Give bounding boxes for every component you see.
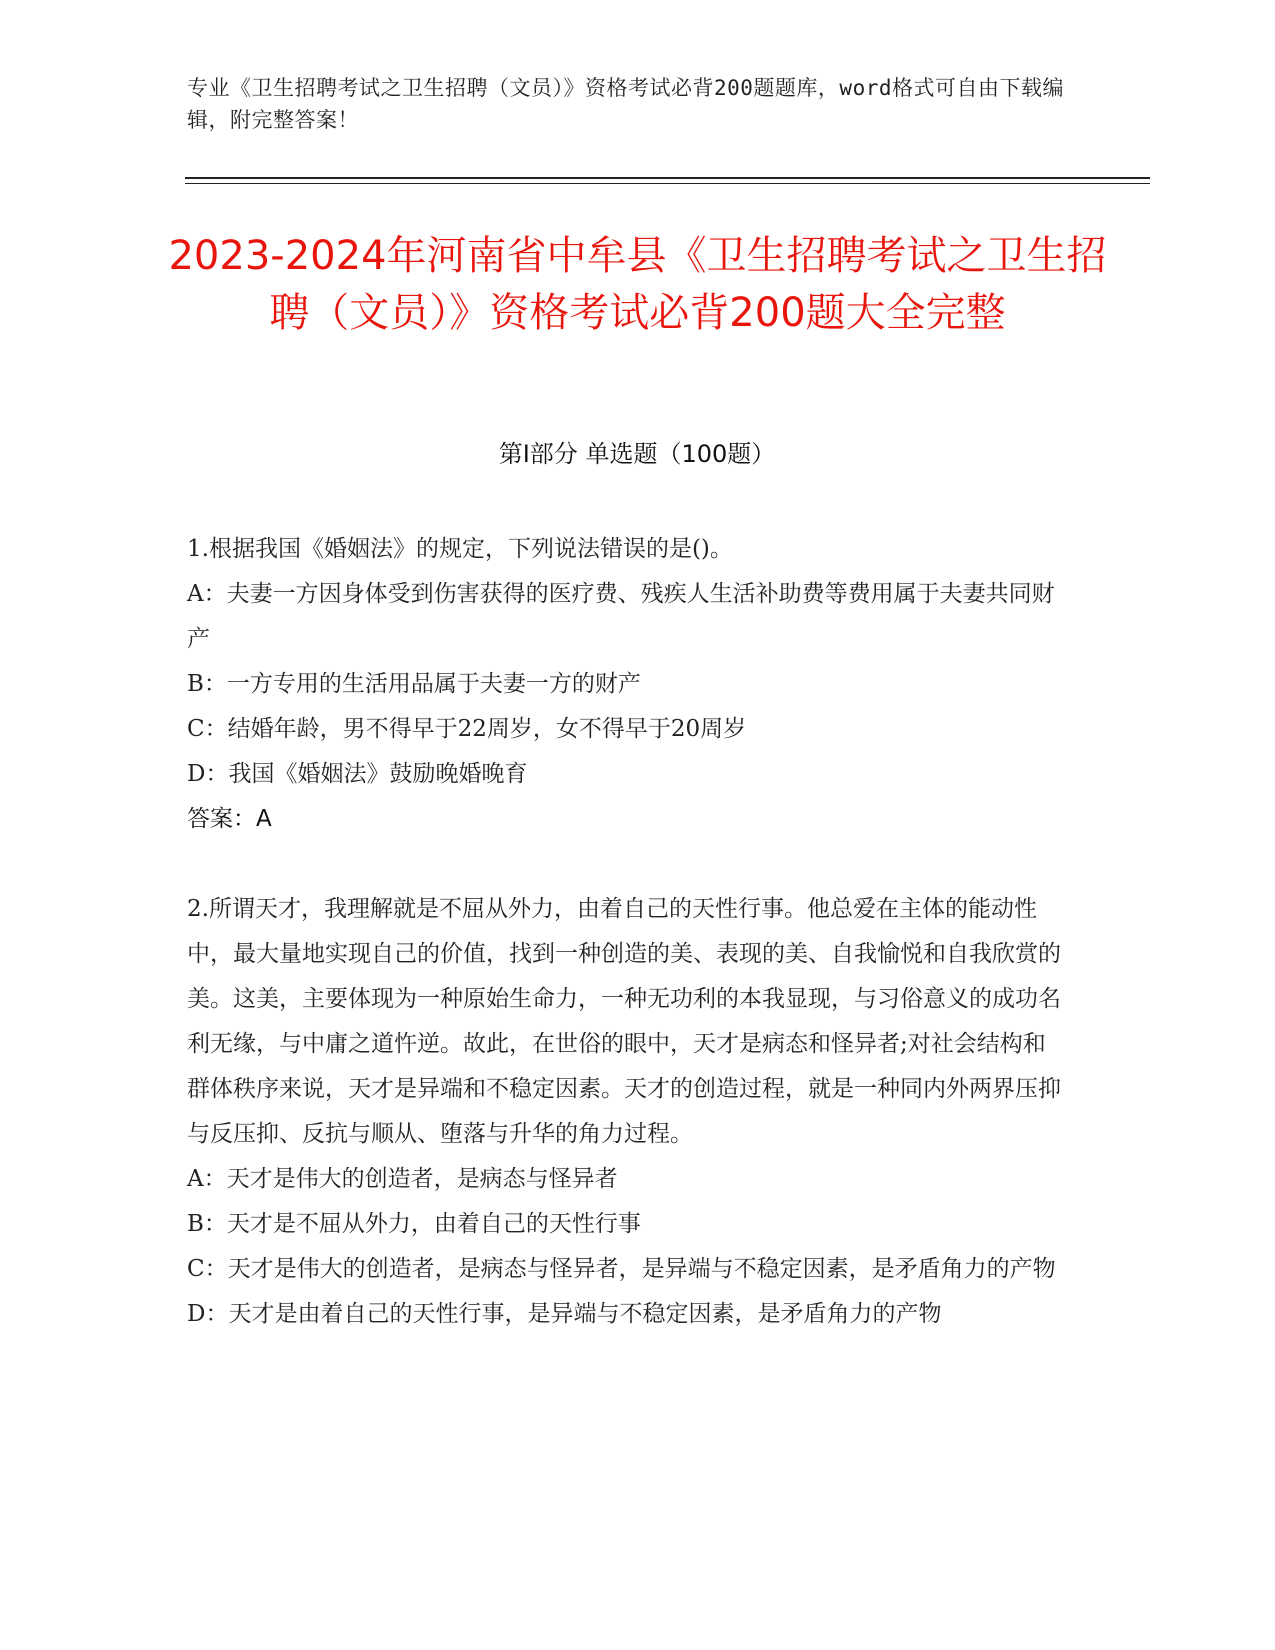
option-b: B：一方专用的生活用品属于夫妻一方的财产 bbox=[187, 671, 641, 697]
option-b: B：天才是不屈从外力，由着自己的天性行事 bbox=[187, 1211, 641, 1237]
header-rule-thin bbox=[185, 183, 1150, 184]
question-spacer bbox=[187, 842, 1067, 887]
document-title: 2023-2024年河南省中牟县《卫生招聘考试之卫生招聘（文员）》资格考试必背200题大全完整 bbox=[168, 233, 1107, 336]
question-list bbox=[187, 527, 1067, 1337]
option-a: A：天才是伟大的创造者，是病态与怪异者 bbox=[187, 1166, 618, 1192]
header-rule-thick bbox=[185, 177, 1150, 179]
option-a: A：夫妻一方因身体受到伤害获得的医疗费、残疾人生活补助费等费用属于夫妻共同财产 bbox=[187, 581, 1055, 652]
option-d: D：天才是由着自己的天性行事，是异端与不稳定因素，是矛盾角力的产物 bbox=[187, 1301, 942, 1327]
question-stem: 1.根据我国《婚姻法》的规定，下列说法错误的是()。 bbox=[187, 536, 733, 562]
question-2 bbox=[187, 887, 1067, 1337]
option-c: C：天才是伟大的创造者，是病态与怪异者，是异端与不稳定因素，是矛盾角力的产物 bbox=[187, 1256, 1056, 1282]
option-d: D：我国《婚姻法》鼓励晚婚晚育 bbox=[187, 761, 528, 787]
question-stem: 2.所谓天才，我理解就是不屈从外力，由着自己的天性行事。他总爱在主体的能动性中，最大量地实现自己的价值，找到一种创造的美、表现的美、自我愉悦和自我欣赏的美。这美，主要体现为一种原始生命力，一种无功利的本我显现，与习俗意义的成功名利无缘，与中庸之道忤逆。故此，在世俗的眼中，天才是病态和怪异者;对社会结构和群体秩序来说，天才是异端和不稳定因素。天才的创造过程，就是一种同内外两界压抑与反压抑、反抗与顺从、堕落与升华的角力过程。 bbox=[187, 896, 1061, 1147]
question-1 bbox=[187, 527, 1067, 842]
section-heading: 第Ⅰ部分 单选题（100题） bbox=[498, 440, 776, 468]
header-note: 专业《卫生招聘考试之卫生招聘（文员）》资格考试必背200题题库，word格式可自由下载编辑，附完整答案！ bbox=[187, 76, 1064, 132]
option-c: C：结婚年龄，男不得早于22周岁，女不得早于20周岁 bbox=[187, 716, 747, 742]
answer: 答案：A bbox=[187, 806, 272, 832]
